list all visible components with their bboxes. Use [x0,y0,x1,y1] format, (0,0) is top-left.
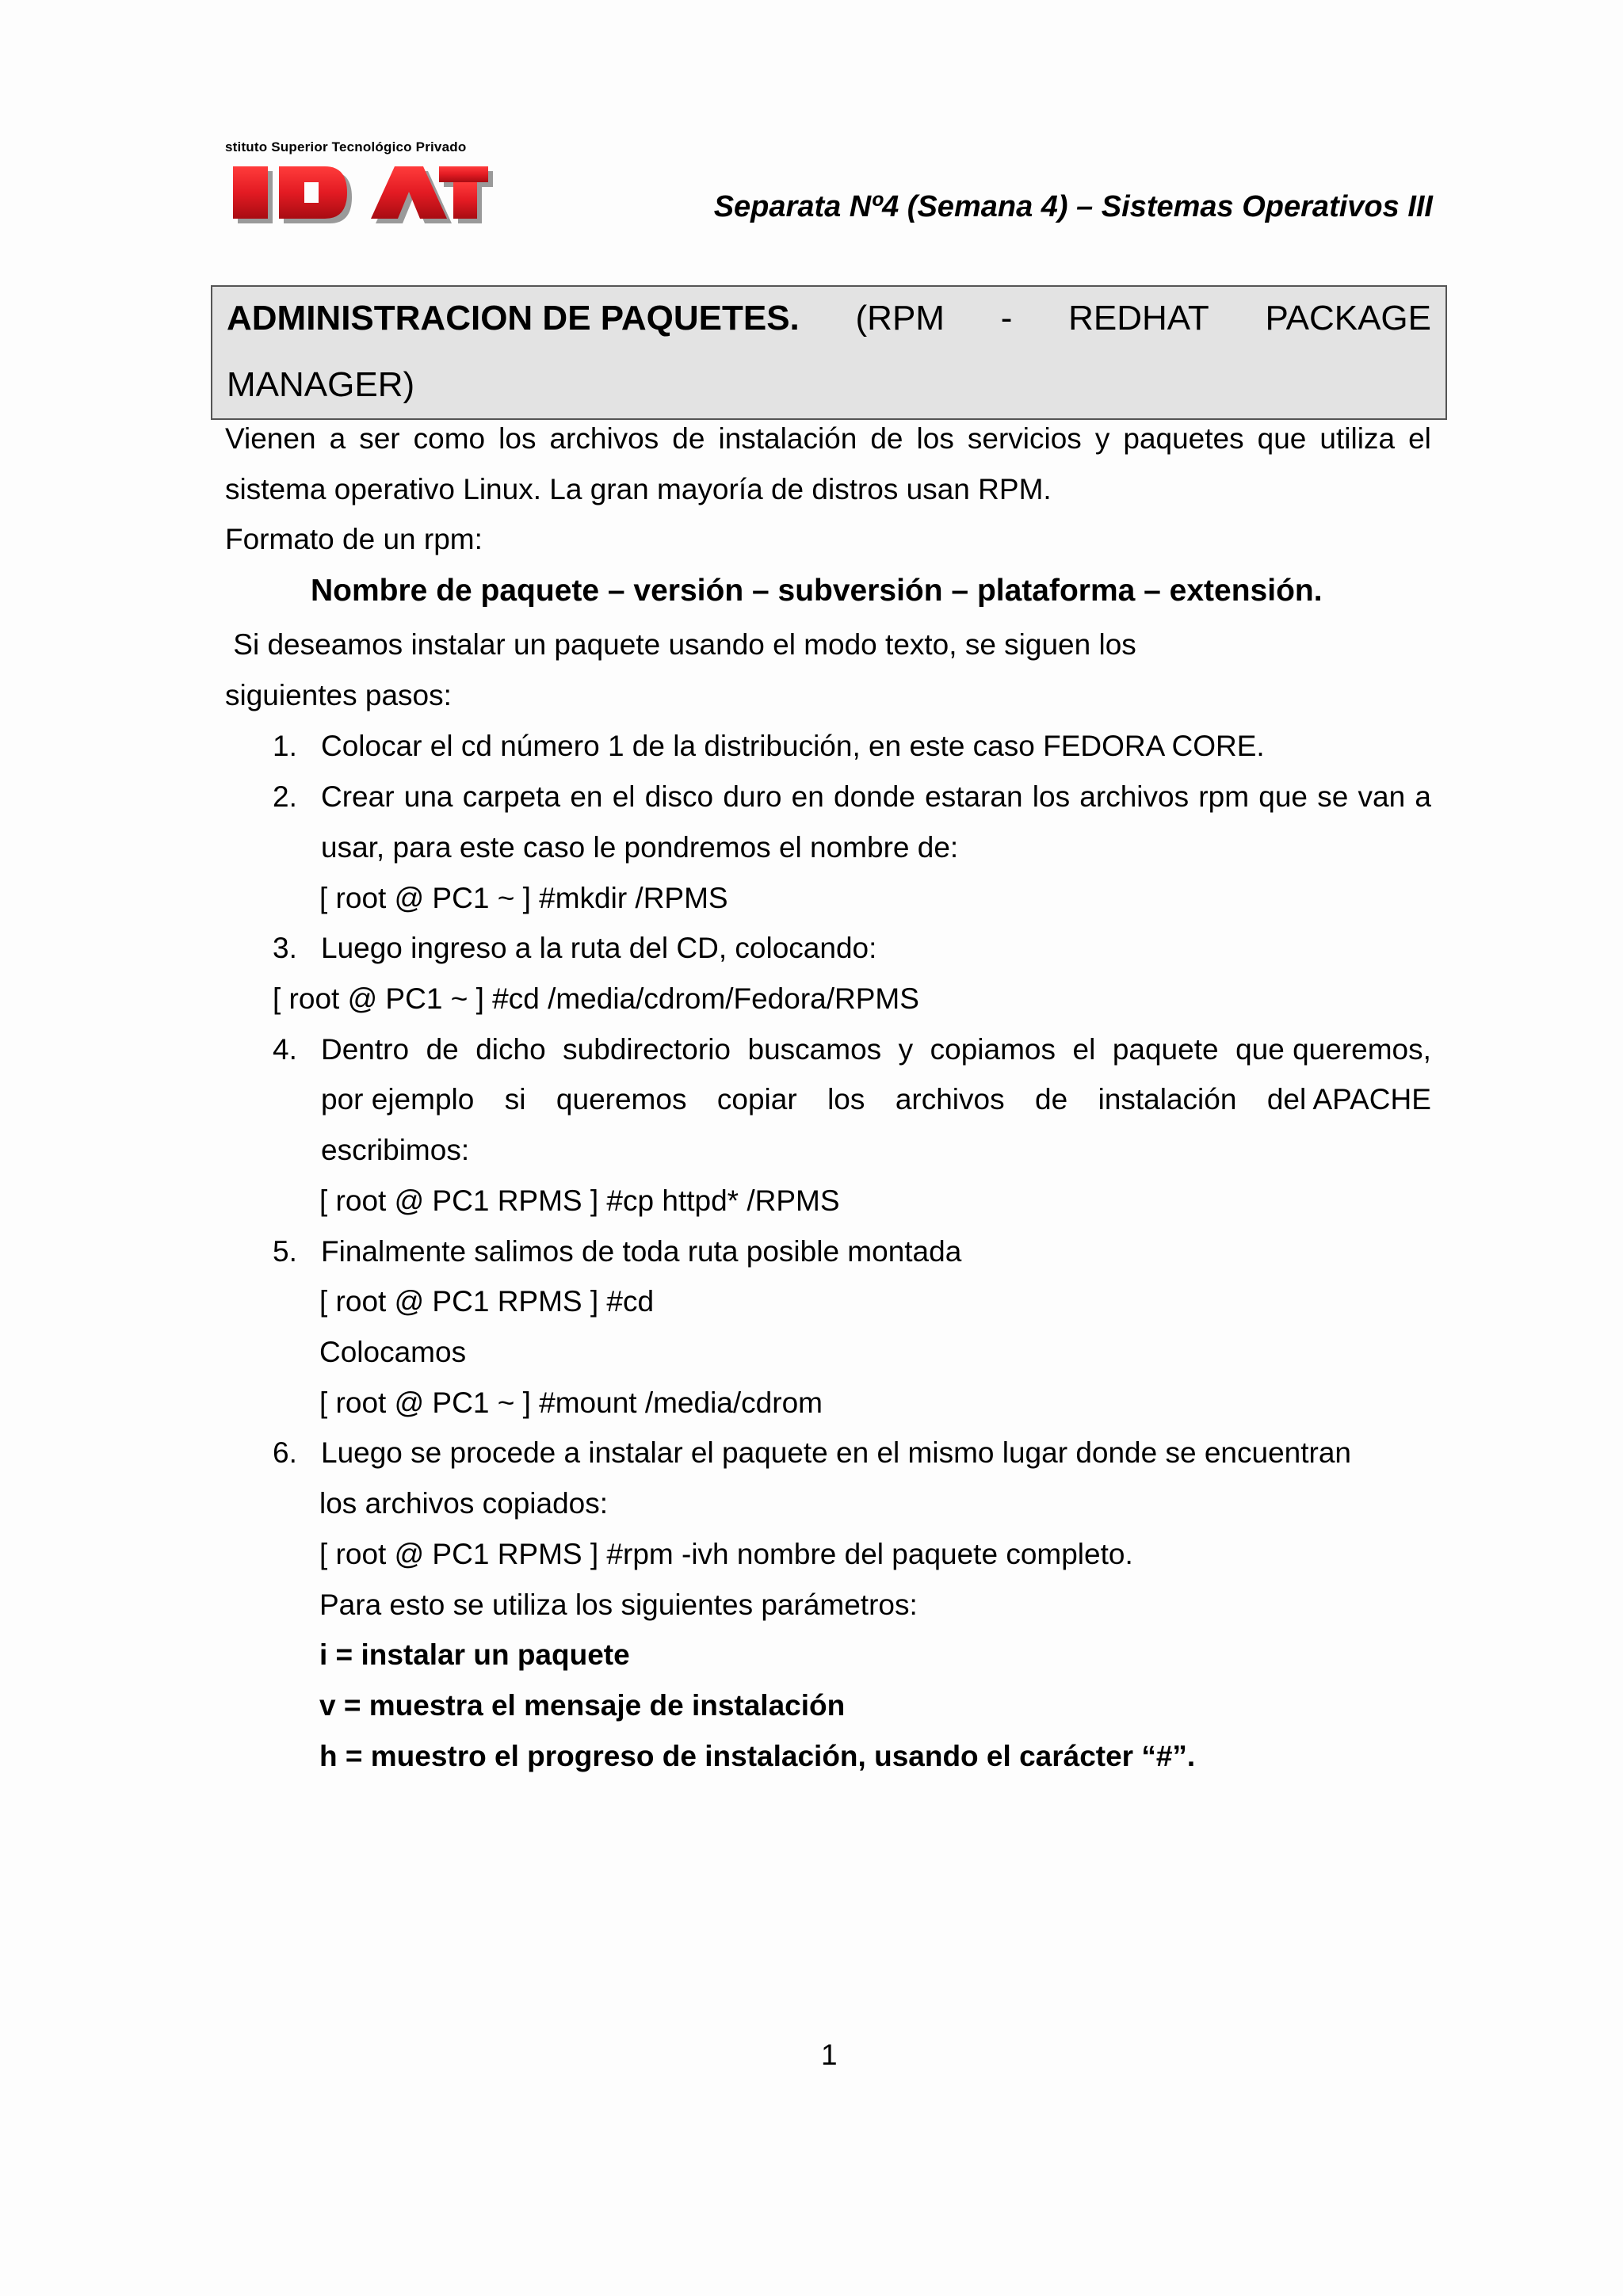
intro-line-2: sistema operativo Linux. La gran mayoría de distros usan RPM. [225,473,1052,505]
word: archivos [549,422,659,455]
word: duro [723,780,782,813]
step-number: 5. [273,1235,297,1268]
word: servicios [967,422,1082,455]
step-6-line-2: los archivos copiados: [319,1487,609,1520]
word: del APACHE [1266,1083,1431,1116]
step-number: 4. [273,1033,297,1066]
word: dicho [475,1033,546,1066]
step-number: 1. [273,730,297,762]
word: a [329,422,346,455]
word: los [827,1083,865,1116]
title-word: PACKAGE [1265,299,1431,338]
section-title-bold: ADMINISTRACION DE PAQUETES. [227,299,800,338]
word: como [413,422,486,455]
title-word: - [1000,299,1013,338]
word: por ejemplo [321,1083,475,1116]
word: en [791,780,824,813]
command-cd-cdrom: [ root @ PC1 ~ ] #cd /media/cdrom/Fedora/RPMS [273,982,919,1015]
step-number: 6. [273,1436,297,1469]
command-rpm-ivh: [ root @ PC1 RPMS ] #rpm -ivh nombre del paquete completo. [319,1538,1133,1570]
word: ser [359,422,400,455]
page-number: 1 [821,2039,838,2071]
word: que [1257,422,1307,455]
word: una [403,780,453,813]
step-5-colocamos: Colocamos [319,1336,467,1368]
word: en [570,780,603,813]
word: instalación [1098,1083,1237,1116]
command-mkdir: [ root @ PC1 ~ ] #mkdir /RPMS [319,882,728,914]
word: Crear [321,780,395,813]
step-3-text: Luego ingreso a la ruta del CD, colocando: [321,932,877,964]
param-v: v = muestra el mensaje de instalación [319,1689,846,1722]
word: los [916,422,954,455]
step-number: 3. [273,932,297,964]
param-h: h = muestro el progreso de instalación, usando el carácter “#”. [319,1740,1196,1772]
word: buscamos [747,1033,882,1066]
word: paquetes [1123,422,1244,455]
step-4-line-1 [321,1032,1431,1067]
word: de [870,422,903,455]
word: el [1408,422,1431,455]
params-intro: Para esto se utiliza los siguientes parámetros: [319,1589,918,1621]
install-intro-line-1: Si deseamos instalar un paquete usando el modo texto, se siguen los [225,628,1136,661]
word: archivos [1079,780,1190,813]
word: de [1035,1083,1068,1116]
section-title-line [227,293,1431,344]
step-6-text: Luego se procede a instalar el paquete en el mismo lugar donde se encuentran [321,1436,1351,1469]
word: si [504,1083,526,1116]
step-1-text: Colocar el cd número 1 de la distribución, en este caso FEDORA CORE. [321,730,1265,762]
step-5-text: Finalmente salimos de toda ruta posible montada [321,1235,962,1268]
word: van [1358,780,1406,813]
header-title: Separata Nº4 (Semana 4) – Sistemas Operativos III [713,190,1433,223]
word: subdirectorio [563,1033,731,1066]
logo-caption: stituto Superior Tecnológico Privado [225,139,467,154]
param-i: i = instalar un paquete [319,1638,630,1671]
word: disco [644,780,714,813]
word: de [672,422,705,455]
step-number: 2. [273,780,297,813]
format-label: Formato de un rpm: [225,523,483,555]
word: y [1094,422,1110,455]
idat-logo-mark [231,163,493,227]
word: el [612,780,636,813]
command-mount: [ root @ PC1 ~ ] #mount /media/cdrom [319,1386,823,1419]
command-cd: [ root @ PC1 RPMS ] #cd [319,1285,655,1318]
word: y [898,1033,914,1066]
word: el [1072,1033,1096,1066]
word: archivos [895,1083,1005,1116]
word: Dentro [321,1033,410,1066]
format-pattern: Nombre de paquete – versión – subversión – plataforma – extensión. [311,574,1323,608]
title-word: (RPM [855,299,945,338]
step-2-line-2: usar, para este caso le pondremos el nombre de: [321,831,959,864]
step-4-line-3: escribimos: [321,1134,470,1166]
word: copiamos [930,1033,1056,1066]
word: utiliza [1319,422,1396,455]
step-4-line-2 [321,1082,1431,1117]
word: queremos [556,1083,687,1116]
word: se [1317,780,1349,813]
section-title-box [211,285,1447,420]
command-cp-httpd: [ root @ PC1 RPMS ] #cp httpd* /RPMS [319,1184,840,1217]
intro-line-1 [225,421,1431,456]
step-2-line-1 [321,780,1431,814]
idat-logo [225,139,518,235]
word: estaran [925,780,1023,813]
word: los [1032,780,1071,813]
word: a [1415,780,1431,813]
word: Vienen [225,422,316,455]
word: que [1258,780,1308,813]
word: instalación [718,422,857,455]
word: carpeta [462,780,561,813]
install-intro-line-2: siguientes pasos: [225,679,452,711]
word: los [498,422,537,455]
word: paquete [1112,1033,1219,1066]
section-title-line2: MANAGER) [227,365,415,404]
word: donde [834,780,915,813]
word: de [426,1033,459,1066]
title-word: REDHAT [1068,299,1209,338]
word: copiar [716,1083,797,1116]
word: rpm [1198,780,1250,813]
word: que queremos, [1235,1033,1431,1066]
